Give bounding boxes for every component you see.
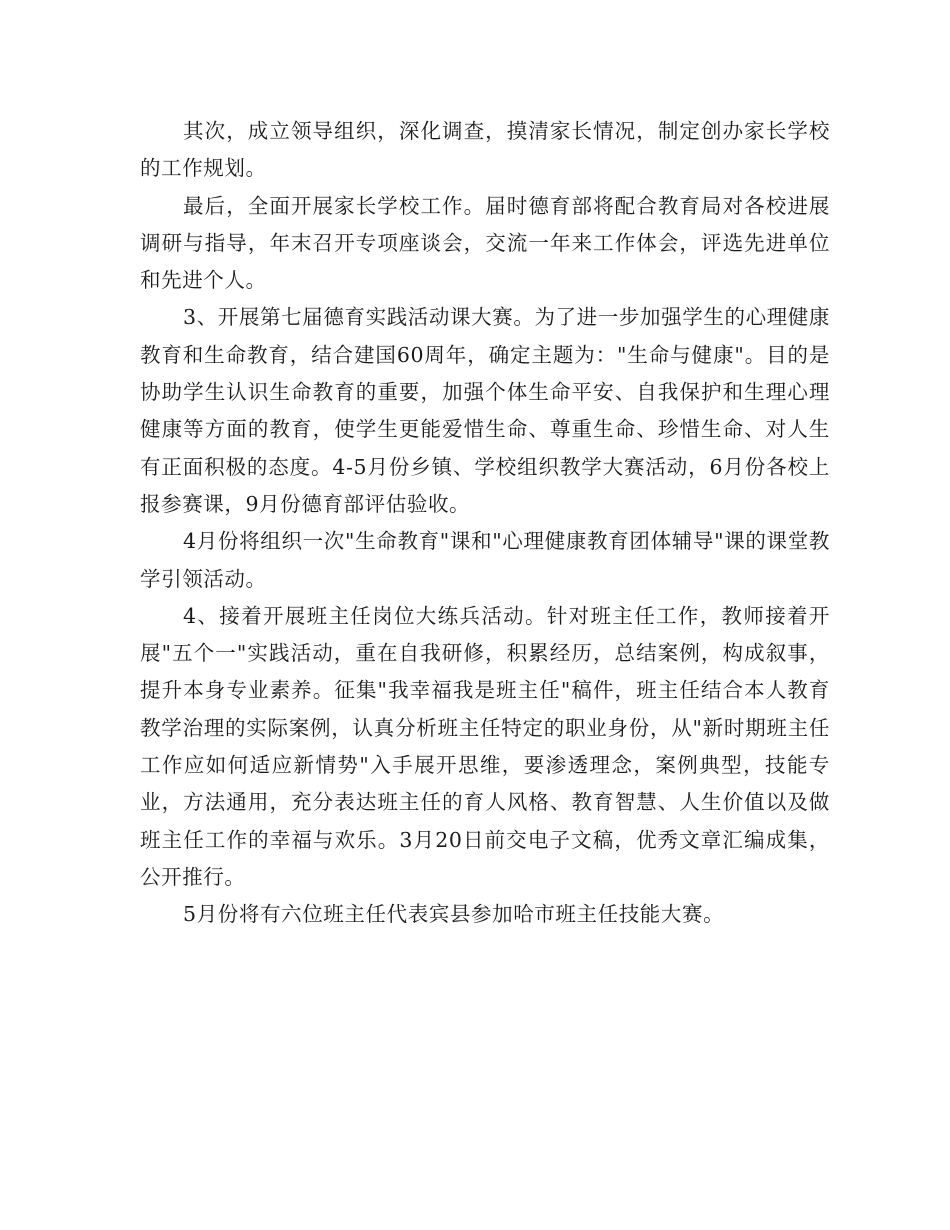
paragraph-3: 3、开展第七届德育实践活动课大赛。为了进一步加强学生的心理健康教育和生命教育，结合建国60周年，确定主题为："生命与健康"。目的是协助学生认识生命教育的重要，加强个体生命平安、自我保护和生理心理健康等方面的教育，使学生更能爱惜生命、尊重生命、珍惜生命、对人生有正面积极的态度。4-5月份乡镇、学校组织教学大赛活动，6月份各校上报参赛课，9月份德育部评估验收。 [140, 305, 830, 516]
paragraph-6: 5月份将有六位班主任代表宾县参加哈市班主任技能大赛。 [183, 902, 725, 927]
paragraph-1: 其次，成立领导组织，深化调查，摸清家长情况，制定创办家长学校的工作规划。 [140, 119, 830, 181]
document-body [140, 113, 830, 934]
paragraph-4: 4月份将组织一次"生命教育"课和"心理健康教育团体辅导"课的课堂教学引领活动。 [140, 529, 830, 591]
paragraph-5: 4、接着开展班主任岗位大练兵活动。针对班主任工作，教师接着开展"五个一"实践活动，重在自我研修，积累经历，总结案例，构成叙事，提升本身专业素养。征集"我幸福我是班主任"稿件，班主任结合本人教育教学治理的实际案例，认真分析班主任特定的职业身份，从"新时期班主任工作应如何适应新情势"入手展开思维，要渗透理念，案例典型，技能专业，方法通用，充分表达班主任的育人风格、教育智慧、人生价值以及做班主任工作的幸福与欢乐。3月20日前交电子文稿，优秀文章汇编成集，公开推行。 [140, 603, 830, 889]
paragraph-2: 最后，全面开展家长学校工作。届时德育部将配合教育局对各校进展调研与指导，年末召开专项座谈会，交流一年来工作体会，评选先进单位和先进个人。 [140, 193, 830, 293]
